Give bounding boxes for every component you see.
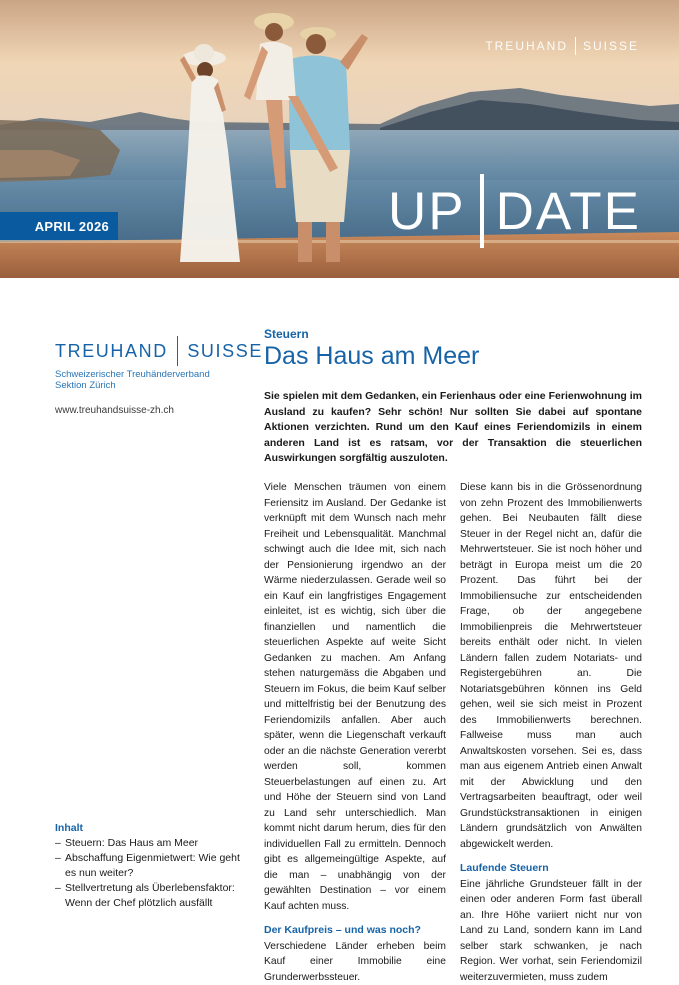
article-kicker: Steuern bbox=[264, 327, 309, 341]
toc-item[interactable] bbox=[55, 881, 240, 911]
logo-left: TREUHAND bbox=[55, 341, 168, 362]
update-title bbox=[388, 174, 641, 248]
article-column-2 bbox=[460, 480, 642, 985]
article-paragraph: Diese kann bis in die Grössenordnung von zehn Prozent des Immobilienwerts gehen. Bei Neubauten fällt diese Steuer in der Regel nicht an, dafür die Mehrwertsteuer. Sie ist noch höher und beträgt in Europa meist um die 20 Prozent. Das führt bei der Immobiliensuche zur entscheidenden Frage, ob der angegebene Immobilienpreis die Mehrwertsteuer bereits enthält oder nicht. In vielen Ländern fallen zudem Notariats- und Registergebühren an. Die Notariatsgebühren können ins Geld gehen, weil sie sich meist in Prozent des Immobilienwerts berechnen. Fallweise muss man auch Anwaltskosten vorsehen. Sei es, dass man aus eigenem Antrieb einen Anwalt mit der Abwicklung und den Vertragsarbeiten beauftragt, oder weil Grundstückstransaktionen in einigen Ländern grundsätzlich von Anwälten abgewickelt werden. bbox=[460, 480, 642, 852]
issue-date: APRIL 2026 bbox=[35, 219, 109, 234]
update-title-left: UP bbox=[388, 181, 466, 242]
update-title-right: DATE bbox=[496, 181, 641, 242]
toc-item-label: Abschaffung Eigenmietwert: Wie geht es nun weiter? bbox=[65, 852, 240, 879]
article-column-1 bbox=[264, 480, 446, 985]
toc-bullet: – bbox=[55, 881, 61, 896]
article-subhead: Der Kaufpreis – und was noch? bbox=[264, 923, 446, 939]
treuhand-suisse-logo bbox=[55, 336, 263, 366]
article-lead: Sie spielen mit dem Gedanken, ein Ferienhaus oder eine Ferienwohnung im Ausland zu kaufen? Sehr schön! Nur sollten Sie dabei auf spontane Aktionen verzichten. Rund um den Kauf eines Feriendomizils in einem anderen Land ist es ratsam, vor der Transaktion die steuerlichen Auswirkungen sorgfältig auszuloten. bbox=[264, 389, 642, 467]
toc-item[interactable] bbox=[55, 836, 240, 851]
org-section: Sektion Zürich bbox=[55, 380, 116, 391]
hero-brand-divider bbox=[575, 37, 576, 55]
toc-item-label: Stellvertretung als Überlebensfaktor: Wenn der Chef plötzlich ausfällt bbox=[65, 882, 235, 909]
hero-brand-left: TREUHAND bbox=[485, 39, 568, 53]
table-of-contents bbox=[55, 836, 240, 911]
hero-brand-logo bbox=[485, 37, 639, 55]
article-paragraph: Viele Menschen träumen von einem Feriensitz im Ausland. Der Gedanke ist verknüpft mit dem Wunsch nach mehr Freiheit und Lebensqualität. Manchmal schwingt auch die Idee mit, sich nach der Pensionierung irgendwo an der Wärme niederzulassen. Gerade weil so ein Kauf ein langfristiges Engagement einleitet, ist es wichtig, sich über die finanziellen und namentlich die steuerlichen Aspekte auf weite Sicht Gedanken zu machen. Am Anfang stehen naturgemäss die Abgaben und Steuern im Fokus, die beim Kauf selber und mittelfristig bei der Benutzung des Feriendomizils anfallen. Aber auch später, wenn die Liegenschaft verkauft oder an die nächste Generation vererbt werden soll, kommen Steuerbelastungen auf einen zu. Art und Höhe der Steuern sind von Land zu Land sehr unterschiedlich. Man kommt nicht darum herum, dies für den individuellen Fall zu ermitteln. Dennoch gibt es allgemeingültige Aspekte, auf die man – unabhängig von der gewählten Destination – vor einem Kauf achten muss. bbox=[264, 480, 446, 914]
hero-photo bbox=[0, 0, 679, 278]
website-link[interactable]: www.treuhandsuisse-zh.ch bbox=[55, 405, 174, 416]
logo-divider bbox=[177, 336, 179, 366]
article-paragraph: Verschiedene Länder erheben beim Kauf einer Immobilie eine Grunderwerbssteuer. bbox=[264, 939, 446, 985]
toc-bullet: – bbox=[55, 836, 61, 851]
toc-heading: Inhalt bbox=[55, 822, 83, 834]
toc-item[interactable] bbox=[55, 851, 240, 881]
hero-brand-right: SUISSE bbox=[583, 39, 639, 53]
update-title-divider bbox=[480, 174, 484, 248]
article-subhead: Laufende Steuern bbox=[460, 861, 642, 877]
org-name: Schweizerischer Treuhänderverband bbox=[55, 369, 210, 380]
article-paragraph: Eine jährliche Grundsteuer fällt in der einen oder anderen Form fast überall an. Ihre Höhe variiert nicht nur von Land zu Land, sondern kann im Land selber stark schwanken, je nach Region. Wer vorhat, sein Feriendomizil weiterzuvermieten, muss zudem bbox=[460, 877, 642, 985]
toc-item-label: Steuern: Das Haus am Meer bbox=[65, 837, 198, 849]
toc-bullet: – bbox=[55, 851, 61, 866]
logo-right: SUISSE bbox=[187, 341, 263, 362]
article-headline: Das Haus am Meer bbox=[264, 342, 479, 371]
issue-date-tab bbox=[0, 212, 118, 240]
